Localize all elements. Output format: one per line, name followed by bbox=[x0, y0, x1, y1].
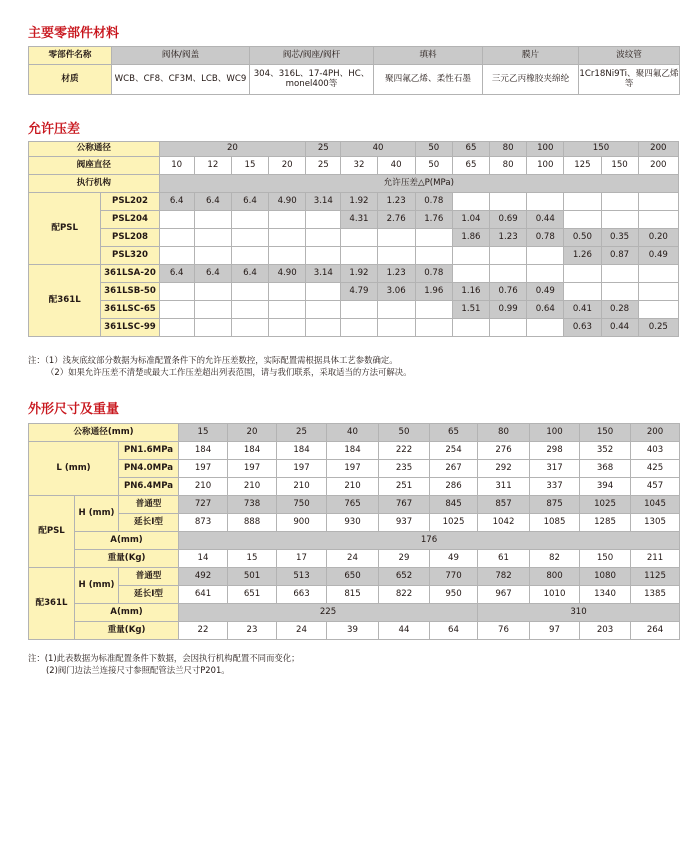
pressure-value-cell bbox=[452, 265, 489, 283]
pressure-value-cell: 0.41 bbox=[564, 301, 601, 319]
pressure-value-cell: 0.78 bbox=[415, 193, 452, 211]
materials-header-diaphragm: 膜片 bbox=[483, 47, 579, 65]
pressure-value-cell bbox=[527, 247, 564, 265]
pressure-value-cell bbox=[527, 265, 564, 283]
dims-value-cell: 930 bbox=[327, 514, 379, 532]
dims-value-cell: 17 bbox=[277, 550, 327, 568]
dims-A-label: A(mm) bbox=[75, 604, 179, 622]
pressure-value-cell bbox=[638, 211, 678, 229]
dims-value-cell: 1340 bbox=[580, 586, 631, 604]
pressure-value-cell bbox=[601, 193, 638, 211]
dims-nominal-cell: 20 bbox=[228, 424, 277, 442]
dims-value-cell: 203 bbox=[580, 622, 631, 640]
pressure-value-cell bbox=[527, 193, 564, 211]
dims-L-label: L (mm) bbox=[29, 442, 119, 496]
dims-value-cell: 501 bbox=[228, 568, 277, 586]
pressure-value-cell: 1.26 bbox=[564, 247, 601, 265]
pressure-seat-cell: 10 bbox=[159, 157, 194, 175]
dims-value-cell: 184 bbox=[277, 442, 327, 460]
pressure-value-cell bbox=[490, 319, 527, 337]
pressure-value-cell bbox=[564, 193, 601, 211]
dims-value-cell: 298 bbox=[530, 442, 580, 460]
dims-value-cell: 211 bbox=[631, 550, 680, 568]
pressure-value-cell bbox=[377, 247, 415, 265]
dims-value-cell: 888 bbox=[228, 514, 277, 532]
dims-value-cell: 222 bbox=[379, 442, 430, 460]
dims-value-cell: 251 bbox=[379, 478, 430, 496]
pressure-value-cell: 1.96 bbox=[415, 283, 452, 301]
pressure-value-cell bbox=[341, 229, 377, 247]
dims-A-value: 310 bbox=[478, 604, 680, 622]
pressure-value-cell: 1.16 bbox=[452, 283, 489, 301]
pressure-seat-cell: 80 bbox=[490, 157, 527, 175]
pressure-actuator-name: 361LSC-99 bbox=[101, 319, 159, 337]
pressure-value-cell: 1.04 bbox=[452, 211, 489, 229]
dims-nominal-cell: 100 bbox=[530, 424, 580, 442]
pressure-value-cell: 0.44 bbox=[601, 319, 638, 337]
pressure-seat-cell: 65 bbox=[452, 157, 489, 175]
dims-value-cell: 210 bbox=[228, 478, 277, 496]
pressure-value-cell bbox=[306, 211, 341, 229]
dims-value-cell: 1045 bbox=[631, 496, 680, 514]
dims-value-cell: 950 bbox=[430, 586, 478, 604]
materials-title: 主要零部件材料 bbox=[28, 26, 120, 41]
dims-title: 外形尺寸及重量 bbox=[28, 402, 120, 417]
dims-weight-label: 重量(Kg) bbox=[75, 622, 179, 640]
dims-normal-label: 普通型 bbox=[119, 496, 179, 514]
pressure-value-cell: 1.92 bbox=[341, 265, 377, 283]
pressure-note: 注：（1）浅灰底纹部分数据为标准配置条件下的允许压差数控，实际配置需根据具体工艺参数确定。 bbox=[28, 355, 398, 365]
dims-value-cell: 651 bbox=[228, 586, 277, 604]
dims-value-cell: 286 bbox=[430, 478, 478, 496]
dims-value-cell: 337 bbox=[530, 478, 580, 496]
pressure-value-cell bbox=[490, 193, 527, 211]
dims-value-cell: 39 bbox=[327, 622, 379, 640]
dims-nominal-cell: 40 bbox=[327, 424, 379, 442]
pressure-value-cell bbox=[638, 301, 678, 319]
pressure-value-cell bbox=[377, 229, 415, 247]
dims-notes bbox=[28, 652, 300, 676]
dims-H-label: H (mm) bbox=[75, 496, 119, 532]
dims-group-psl: 配PSL bbox=[29, 496, 75, 568]
pressure-value-cell bbox=[341, 301, 377, 319]
pressure-value-cell bbox=[194, 283, 231, 301]
pressure-value-cell bbox=[415, 301, 452, 319]
pressure-value-cell bbox=[159, 301, 194, 319]
pressure-value-cell: 1.23 bbox=[377, 265, 415, 283]
pressure-seat-cell: 150 bbox=[601, 157, 638, 175]
pressure-value-cell bbox=[564, 283, 601, 301]
dims-value-cell: 937 bbox=[379, 514, 430, 532]
pressure-value-cell: 4.90 bbox=[269, 193, 306, 211]
pressure-value-cell: 0.78 bbox=[527, 229, 564, 247]
pressure-value-cell: 0.35 bbox=[601, 229, 638, 247]
pressure-value-cell: 3.14 bbox=[306, 193, 341, 211]
pressure-value-cell bbox=[269, 283, 306, 301]
pressure-value-cell bbox=[452, 193, 489, 211]
pressure-nominal-cell: 65 bbox=[452, 142, 489, 157]
materials-header-part: 零部件名称 bbox=[29, 47, 112, 65]
materials-header-packing: 填料 bbox=[374, 47, 483, 65]
pressure-seat-cell: 15 bbox=[231, 157, 268, 175]
dims-note: 注：(1)此表数据为标准配置条件下数据，会因执行机构配置不同而变化； bbox=[28, 653, 300, 663]
pressure-value-cell bbox=[415, 247, 452, 265]
pressure-value-cell: 1.51 bbox=[452, 301, 489, 319]
pressure-value-cell bbox=[194, 229, 231, 247]
pressure-value-cell bbox=[269, 229, 306, 247]
dims-value-cell: 24 bbox=[277, 622, 327, 640]
pressure-value-cell bbox=[194, 301, 231, 319]
pressure-value-cell: 0.25 bbox=[638, 319, 678, 337]
dims-value-cell: 900 bbox=[277, 514, 327, 532]
dims-nominal-cell: 80 bbox=[478, 424, 530, 442]
dims-value-cell: 368 bbox=[580, 460, 631, 478]
pressure-value-cell: 0.63 bbox=[564, 319, 601, 337]
pressure-value-cell bbox=[194, 247, 231, 265]
pressure-value-cell: 4.90 bbox=[269, 265, 306, 283]
dims-nominal-cell: 150 bbox=[580, 424, 631, 442]
dims-value-cell: 1042 bbox=[478, 514, 530, 532]
dims-value-cell: 1080 bbox=[580, 568, 631, 586]
pressure-value-cell: 6.4 bbox=[231, 265, 268, 283]
dims-value-cell: 317 bbox=[530, 460, 580, 478]
dims-value-cell: 857 bbox=[478, 496, 530, 514]
dims-value-cell: 14 bbox=[179, 550, 228, 568]
dims-note: (2)阀门边法兰连接尺寸参照配管法兰尺寸P201。 bbox=[46, 665, 230, 675]
pressure-value-cell bbox=[564, 211, 601, 229]
dims-value-cell: 845 bbox=[430, 496, 478, 514]
pressure-actuator-label: 执行机构 bbox=[29, 175, 160, 193]
pressure-value-cell bbox=[377, 301, 415, 319]
pressure-value-cell: 0.69 bbox=[490, 211, 527, 229]
dims-group-361l: 配361L bbox=[29, 568, 75, 640]
dims-value-cell: 650 bbox=[327, 568, 379, 586]
dims-value-cell: 184 bbox=[179, 442, 228, 460]
pressure-table bbox=[28, 141, 679, 337]
dims-nominal-label: 公称通径(mm) bbox=[29, 424, 179, 442]
dims-value-cell: 641 bbox=[179, 586, 228, 604]
materials-value-bellows: 1Cr18Ni9Ti、聚四氟乙烯等 bbox=[579, 65, 680, 95]
dims-value-cell: 22 bbox=[179, 622, 228, 640]
dims-value-cell: 873 bbox=[179, 514, 228, 532]
dims-value-cell: 292 bbox=[478, 460, 530, 478]
pressure-value-cell bbox=[194, 319, 231, 337]
dims-value-cell: 1305 bbox=[631, 514, 680, 532]
pressure-value-cell bbox=[159, 229, 194, 247]
pressure-value-cell: 0.49 bbox=[527, 283, 564, 301]
pressure-value-cell bbox=[638, 193, 678, 211]
dims-value-cell: 29 bbox=[379, 550, 430, 568]
pressure-value-cell: 1.76 bbox=[415, 211, 452, 229]
materials-value-body: WCB、CF8、CF3M、LCB、WC9 bbox=[112, 65, 250, 95]
pressure-value-cell: 1.92 bbox=[341, 193, 377, 211]
pressure-value-cell bbox=[601, 211, 638, 229]
dims-weight-label: 重量(Kg) bbox=[75, 550, 179, 568]
pressure-value-cell bbox=[231, 247, 268, 265]
pressure-value-cell bbox=[269, 211, 306, 229]
pressure-value-cell: 3.06 bbox=[377, 283, 415, 301]
pressure-seat-cell: 12 bbox=[194, 157, 231, 175]
pressure-actuator-name: PSL208 bbox=[101, 229, 159, 247]
pressure-value-cell bbox=[415, 229, 452, 247]
dims-nominal-cell: 65 bbox=[430, 424, 478, 442]
pressure-value-cell: 0.78 bbox=[415, 265, 452, 283]
pressure-nominal-cell: 100 bbox=[527, 142, 564, 157]
dims-value-cell: 663 bbox=[277, 586, 327, 604]
pressure-group-361l: 配361L bbox=[29, 265, 101, 337]
pressure-value-cell bbox=[341, 319, 377, 337]
dims-value-cell: 738 bbox=[228, 496, 277, 514]
pressure-value-cell bbox=[269, 319, 306, 337]
dims-value-cell: 403 bbox=[631, 442, 680, 460]
dims-value-cell: 184 bbox=[327, 442, 379, 460]
materials-header-body: 阀体/阀盖 bbox=[112, 47, 250, 65]
dims-value-cell: 97 bbox=[530, 622, 580, 640]
dims-value-cell: 1385 bbox=[631, 586, 680, 604]
dims-value-cell: 765 bbox=[327, 496, 379, 514]
dims-value-cell: 394 bbox=[580, 478, 631, 496]
materials-value-diaphragm: 三元乙丙橡胶夹绵纶 bbox=[483, 65, 579, 95]
dims-value-cell: 23 bbox=[228, 622, 277, 640]
pressure-seat-cell: 50 bbox=[415, 157, 452, 175]
dims-value-cell: 184 bbox=[228, 442, 277, 460]
pressure-nominal-cell: 25 bbox=[306, 142, 341, 157]
pressure-value-cell: 1.86 bbox=[452, 229, 489, 247]
dims-value-cell: 800 bbox=[530, 568, 580, 586]
dims-value-cell: 150 bbox=[580, 550, 631, 568]
pressure-nominal-cell: 20 bbox=[159, 142, 306, 157]
dims-value-cell: 492 bbox=[179, 568, 228, 586]
dims-value-cell: 82 bbox=[530, 550, 580, 568]
dims-value-cell: 210 bbox=[277, 478, 327, 496]
dims-value-cell: 24 bbox=[327, 550, 379, 568]
dims-value-cell: 513 bbox=[277, 568, 327, 586]
pressure-seat-cell: 20 bbox=[269, 157, 306, 175]
pressure-actuator-name: PSL204 bbox=[101, 211, 159, 229]
dims-value-cell: 311 bbox=[478, 478, 530, 496]
dims-ext-label: 延长I型 bbox=[119, 586, 179, 604]
dims-pressure-class: PN4.0MPa bbox=[119, 460, 179, 478]
dims-value-cell: 1085 bbox=[530, 514, 580, 532]
dims-A-label: A(mm) bbox=[75, 532, 179, 550]
pressure-value-cell: 1.23 bbox=[377, 193, 415, 211]
dims-nominal-cell: 15 bbox=[179, 424, 228, 442]
dims-value-cell: 767 bbox=[379, 496, 430, 514]
pressure-value-cell: 0.50 bbox=[564, 229, 601, 247]
pressure-value-cell bbox=[306, 229, 341, 247]
dims-nominal-cell: 50 bbox=[379, 424, 430, 442]
pressure-value-cell bbox=[564, 265, 601, 283]
pressure-actuator-name: PSL320 bbox=[101, 247, 159, 265]
pressure-value-cell: 0.28 bbox=[601, 301, 638, 319]
dims-value-cell: 822 bbox=[379, 586, 430, 604]
pressure-value-cell bbox=[306, 247, 341, 265]
dims-value-cell: 276 bbox=[478, 442, 530, 460]
pressure-value-cell bbox=[306, 319, 341, 337]
pressure-value-cell bbox=[231, 319, 268, 337]
dims-table bbox=[28, 423, 680, 640]
dims-pressure-class: PN1.6MPa bbox=[119, 442, 179, 460]
pressure-value-cell: 0.87 bbox=[601, 247, 638, 265]
pressure-nominal-cell: 150 bbox=[564, 142, 638, 157]
pressure-value-cell bbox=[269, 247, 306, 265]
pressure-value-cell bbox=[490, 247, 527, 265]
dims-ext-label: 延长I型 bbox=[119, 514, 179, 532]
dims-value-cell: 782 bbox=[478, 568, 530, 586]
pressure-value-cell bbox=[159, 283, 194, 301]
dims-normal-label: 普通型 bbox=[119, 568, 179, 586]
dims-A-value: 225 bbox=[179, 604, 478, 622]
pressure-value-cell bbox=[377, 319, 415, 337]
materials-value-packing: 聚四氟乙烯、柔性石墨 bbox=[374, 65, 483, 95]
dims-pressure-class: PN6.4MPa bbox=[119, 478, 179, 496]
dims-value-cell: 425 bbox=[631, 460, 680, 478]
pressure-value-cell: 0.76 bbox=[490, 283, 527, 301]
pressure-value-cell: 0.20 bbox=[638, 229, 678, 247]
pressure-value-cell: 6.4 bbox=[159, 193, 194, 211]
dims-nominal-cell: 25 bbox=[277, 424, 327, 442]
dims-value-cell: 1025 bbox=[580, 496, 631, 514]
dims-value-cell: 652 bbox=[379, 568, 430, 586]
pressure-seat-cell: 200 bbox=[638, 157, 678, 175]
pressure-value-cell bbox=[159, 211, 194, 229]
dims-value-cell: 61 bbox=[478, 550, 530, 568]
dims-value-cell: 1125 bbox=[631, 568, 680, 586]
pressure-seat-cell: 100 bbox=[527, 157, 564, 175]
materials-value-core: 304、316L、17-4PH、HC、monel400等 bbox=[250, 65, 374, 95]
pressure-actuator-name: 361LSC-65 bbox=[101, 301, 159, 319]
dims-value-cell: 235 bbox=[379, 460, 430, 478]
pressure-value-cell bbox=[415, 319, 452, 337]
dims-H-label: H (mm) bbox=[75, 568, 119, 604]
pressure-value-cell bbox=[452, 319, 489, 337]
pressure-actuator-name: 361LSB-50 bbox=[101, 283, 159, 301]
dims-value-cell: 210 bbox=[179, 478, 228, 496]
dims-value-cell: 64 bbox=[430, 622, 478, 640]
pressure-seat-cell: 40 bbox=[377, 157, 415, 175]
dims-A-value: 176 bbox=[179, 532, 680, 550]
dims-value-cell: 197 bbox=[327, 460, 379, 478]
pressure-nominal-cell: 80 bbox=[490, 142, 527, 157]
pressure-value-cell bbox=[231, 301, 268, 319]
pressure-actuator-name: 361LSA-20 bbox=[101, 265, 159, 283]
dims-value-cell: 15 bbox=[228, 550, 277, 568]
pressure-value-cell bbox=[306, 283, 341, 301]
materials-header-core: 阀芯/阀座/阀杆 bbox=[250, 47, 374, 65]
pressure-value-cell bbox=[638, 265, 678, 283]
materials-table bbox=[28, 46, 680, 95]
pressure-value-cell bbox=[452, 247, 489, 265]
pressure-value-cell bbox=[231, 211, 268, 229]
pressure-value-cell: 4.79 bbox=[341, 283, 377, 301]
pressure-value-cell bbox=[638, 283, 678, 301]
dims-value-cell: 352 bbox=[580, 442, 631, 460]
pressure-value-cell: 3.14 bbox=[306, 265, 341, 283]
pressure-value-cell: 6.4 bbox=[194, 193, 231, 211]
dims-value-cell: 770 bbox=[430, 568, 478, 586]
pressure-value-cell bbox=[601, 283, 638, 301]
pressure-nominal-cell: 200 bbox=[638, 142, 678, 157]
pressure-notes bbox=[28, 354, 411, 378]
pressure-value-cell bbox=[231, 283, 268, 301]
pressure-seat-cell: 32 bbox=[341, 157, 377, 175]
pressure-value-cell: 0.99 bbox=[490, 301, 527, 319]
pressure-value-cell: 6.4 bbox=[159, 265, 194, 283]
dims-value-cell: 49 bbox=[430, 550, 478, 568]
dims-value-cell: 1285 bbox=[580, 514, 631, 532]
dims-value-cell: 254 bbox=[430, 442, 478, 460]
dims-value-cell: 197 bbox=[228, 460, 277, 478]
pressure-seat-cell: 25 bbox=[306, 157, 341, 175]
pressure-value-cell bbox=[269, 301, 306, 319]
dims-value-cell: 727 bbox=[179, 496, 228, 514]
materials-header-bellows: 波纹管 bbox=[579, 47, 680, 65]
pressure-value-cell: 6.4 bbox=[194, 265, 231, 283]
dims-value-cell: 457 bbox=[631, 478, 680, 496]
pressure-value-cell: 4.31 bbox=[341, 211, 377, 229]
dims-value-cell: 815 bbox=[327, 586, 379, 604]
dims-value-cell: 197 bbox=[277, 460, 327, 478]
pressure-title: 允许压差 bbox=[28, 122, 81, 137]
pressure-actuator-name: PSL202 bbox=[101, 193, 159, 211]
pressure-value-cell bbox=[159, 319, 194, 337]
pressure-value-cell: 0.44 bbox=[527, 211, 564, 229]
pressure-value-cell bbox=[194, 211, 231, 229]
pressure-value-cell bbox=[159, 247, 194, 265]
pressure-value-cell: 0.64 bbox=[527, 301, 564, 319]
pressure-note: （2）如果允许压差不清楚或最大工作压差超出列表范围，请与我们联系，采取适当的方法可解决。 bbox=[46, 367, 412, 377]
pressure-nominal-label: 公称通径 bbox=[29, 142, 160, 157]
dims-value-cell: 750 bbox=[277, 496, 327, 514]
pressure-value-cell: 6.4 bbox=[231, 193, 268, 211]
pressure-value-cell bbox=[601, 265, 638, 283]
dims-value-cell: 967 bbox=[478, 586, 530, 604]
dims-value-cell: 875 bbox=[530, 496, 580, 514]
pressure-seat-cell: 125 bbox=[564, 157, 601, 175]
pressure-nominal-cell: 50 bbox=[415, 142, 452, 157]
dims-value-cell: 267 bbox=[430, 460, 478, 478]
pressure-allow-label: 允许压差△P(MPa) bbox=[159, 175, 678, 193]
materials-row-label: 材质 bbox=[29, 65, 112, 95]
pressure-seat-label: 阀座直径 bbox=[29, 157, 160, 175]
dims-nominal-cell: 200 bbox=[631, 424, 680, 442]
pressure-value-cell bbox=[306, 301, 341, 319]
pressure-value-cell bbox=[490, 265, 527, 283]
dims-value-cell: 1010 bbox=[530, 586, 580, 604]
dims-value-cell: 76 bbox=[478, 622, 530, 640]
pressure-value-cell: 1.23 bbox=[490, 229, 527, 247]
pressure-value-cell bbox=[231, 229, 268, 247]
pressure-value-cell: 0.49 bbox=[638, 247, 678, 265]
pressure-group-psl: 配PSL bbox=[29, 193, 101, 265]
dims-value-cell: 1025 bbox=[430, 514, 478, 532]
pressure-value-cell bbox=[341, 247, 377, 265]
dims-value-cell: 197 bbox=[179, 460, 228, 478]
dims-value-cell: 44 bbox=[379, 622, 430, 640]
pressure-value-cell: 2.76 bbox=[377, 211, 415, 229]
pressure-value-cell bbox=[527, 319, 564, 337]
dims-value-cell: 210 bbox=[327, 478, 379, 496]
pressure-nominal-cell: 40 bbox=[341, 142, 415, 157]
dims-value-cell: 264 bbox=[631, 622, 680, 640]
